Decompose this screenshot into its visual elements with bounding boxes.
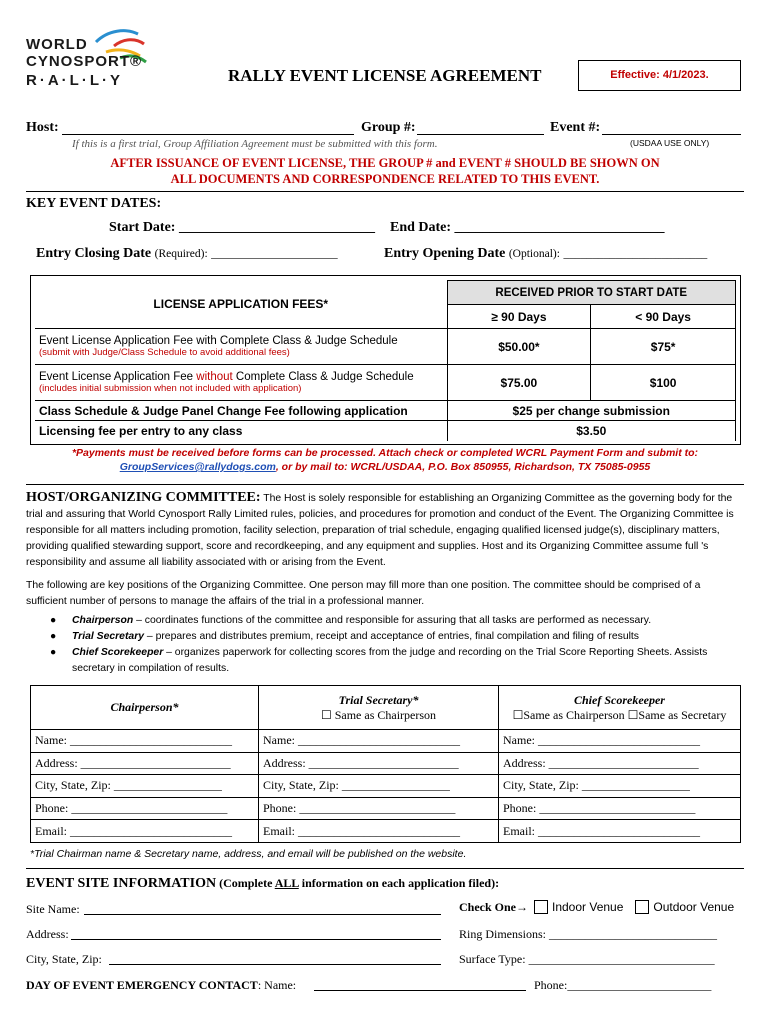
entry-opening-date[interactable]	[384, 246, 707, 262]
role-description: – organizes paperwork for collecting scores from the judge and recording on the Trial Score Reporting Sheets. Assists secretary in compilation of results.	[72, 647, 708, 674]
indoor-venue-checkbox[interactable]	[534, 900, 548, 914]
role-description: – coordinates functions of the committee and responsible for assuring that all tasks are performed as necessary.	[133, 615, 652, 626]
site-address-field[interactable]	[71, 939, 441, 940]
entry-closing-label: Entry Closing Date	[36, 246, 152, 261]
site-city-field[interactable]	[109, 964, 441, 965]
chair-name-field[interactable]: Name: ___________________________	[31, 730, 259, 753]
check-one-label: Check One	[459, 900, 516, 914]
fee-sublabel: (includes initial submission when not included with application)	[39, 383, 302, 394]
start-date-field[interactable]: Start Date: ____________________________	[109, 220, 375, 235]
scorekeeper-email-field[interactable]: Email: ___________________________	[499, 820, 741, 843]
secretary-header	[259, 686, 499, 730]
fees-header-left: LICENSE APPLICATION FEES*	[153, 297, 329, 312]
fees-col-90plus: ≥ 90 Days	[447, 305, 591, 329]
scorekeeper-city-field[interactable]: City, State, Zip: __________________	[499, 775, 741, 798]
table-row	[31, 797, 741, 820]
venue-choice	[459, 900, 734, 915]
entry-closing-blank: ______________________	[211, 248, 338, 260]
usdaa-use-only-note: (USDAA USE ONLY)	[630, 138, 710, 148]
fee-label-b: Complete Class & Judge Schedule	[232, 371, 414, 383]
fee-row-label	[35, 365, 447, 401]
surface-type-field[interactable]: Surface Type: _______________________________	[459, 952, 715, 966]
chair-email-field[interactable]: Email: ___________________________	[31, 820, 259, 843]
secretary-address-field[interactable]: Address: _________________________	[259, 752, 499, 775]
list-item	[50, 645, 744, 677]
secretary-city-field[interactable]: City, State, Zip: __________________	[259, 775, 499, 798]
table-row	[31, 775, 741, 798]
fees-col-under90: < 90 Days	[591, 305, 736, 329]
emergency-phone-field[interactable]: Phone:________________________	[534, 978, 712, 992]
bullet-icon: ●	[50, 631, 57, 642]
chair-address-field[interactable]: Address: _________________________	[31, 752, 259, 775]
notice-line-2: ALL DOCUMENTS AND CORRESPONDENCE RELATED TO THIS EVENT.	[170, 172, 600, 186]
fee-row-label	[35, 329, 447, 365]
event-site-title: EVENT SITE INFORMATION	[26, 876, 217, 891]
scorekeeper-name-field[interactable]: Name: ___________________________	[499, 730, 741, 753]
site-name-field[interactable]	[84, 914, 441, 915]
role-description: – prepares and distributes premium, receipt and acceptance of entries, final compilation and filing of results	[144, 631, 639, 642]
fees-header-right: RECEIVED PRIOR TO START DATE	[447, 281, 736, 305]
fee-value: $75*	[591, 329, 736, 365]
logo-text-cynosport: CYNOSPORT®	[26, 53, 143, 70]
fee-value: $75.00	[447, 365, 591, 401]
divider	[26, 484, 744, 485]
chair-city-field[interactable]: City, State, Zip: __________________	[31, 775, 259, 798]
divider	[26, 868, 744, 869]
key-dates-heading: KEY EVENT DATES:	[26, 196, 162, 211]
wcrl-logo	[26, 28, 156, 90]
fee-label-a: Event License Application Fee	[39, 371, 197, 383]
organizing-committee-heading: HOST/ORGANIZING COMMITTEE:	[26, 490, 261, 505]
fee-sublabel: (submit with Judge/Class Schedule to avoid additional fees)	[39, 347, 290, 358]
committee-positions-paragraph: The following are key positions of the Organizing Committee. One person may fill more than one position. The committee should be comprised of a sufficient number of persons to manage the affairs of the trial in a professional manner.	[26, 580, 701, 607]
outdoor-venue-checkbox[interactable]	[635, 900, 649, 914]
scorekeeper-same-as-checkboxes[interactable]: ☐Same as Chairperson ☐Same as Secretary	[512, 707, 727, 722]
fee-value: $3.50	[447, 421, 736, 441]
divider	[26, 191, 744, 192]
group-label: Group #:	[361, 120, 416, 135]
entry-opening-blank: _________________________	[563, 248, 708, 260]
event-site-instr-all: ALL	[274, 876, 299, 890]
first-trial-note: If this is a first trial, Group Affiliation Agreement must be submitted with this form.	[72, 138, 438, 150]
logo-text-rally: R·A·L·L·Y	[26, 72, 123, 89]
secretary-name-field[interactable]: Name: ___________________________	[259, 730, 499, 753]
list-item	[50, 613, 744, 629]
table-row	[31, 730, 741, 753]
indoor-venue-label: Indoor Venue	[552, 900, 624, 914]
fee-value: $25 per change submission	[447, 401, 736, 421]
host-field[interactable]	[62, 134, 354, 135]
event-number-field[interactable]	[602, 134, 741, 135]
scorekeeper-title: Chief Scorekeeper	[574, 692, 665, 707]
fees-box	[30, 275, 741, 445]
payment-note	[0, 446, 770, 474]
secretary-email-field[interactable]: Email: ___________________________	[259, 820, 499, 843]
bullet-icon: ●	[50, 647, 57, 658]
scorekeeper-header	[499, 686, 741, 730]
fee-row	[35, 401, 736, 421]
fee-row	[35, 329, 736, 365]
event-site-heading	[26, 876, 499, 892]
scorekeeper-phone-field[interactable]: Phone: __________________________	[499, 797, 741, 820]
event-site-instr-a: (Complete	[216, 876, 275, 890]
fee-value: $50.00*	[447, 329, 591, 365]
fee-label: Licensing fee per entry to any class	[35, 421, 447, 441]
site-name-label: Site Name:	[26, 902, 80, 916]
entry-opening-optional: (Optional):	[508, 248, 560, 260]
role-name: Trial Secretary	[72, 631, 145, 642]
committee-contacts-table	[30, 685, 741, 843]
site-city-label: City, State, Zip:	[26, 952, 102, 966]
payment-mail-address: , or by mail to: WCRL/USDAA, P.O. Box 850955, Richardson, TX 75085-0955	[275, 461, 651, 473]
fee-label	[39, 371, 443, 383]
bullet-icon: ●	[50, 615, 57, 626]
fee-value: $100	[591, 365, 736, 401]
fees-table	[35, 280, 736, 441]
event-site-instr-b: information on each application filed):	[298, 876, 500, 890]
emergency-name-label: : Name:	[257, 978, 297, 992]
end-date-field[interactable]: End Date: ______________________________	[390, 220, 665, 235]
payment-note-line-2	[0, 460, 770, 474]
chairperson-header: Chairperson*	[31, 686, 259, 730]
role-name: Chief Scorekeeper	[72, 647, 164, 658]
organizing-committee-paragraph	[26, 490, 744, 571]
entry-closing-required: (Required):	[154, 248, 208, 260]
table-row	[31, 752, 741, 775]
fee-row	[35, 421, 736, 441]
fee-label-without: without	[196, 371, 233, 383]
scorekeeper-address-field[interactable]: Address: _________________________	[499, 752, 741, 775]
table-row	[31, 820, 741, 843]
group-number-field[interactable]	[417, 134, 544, 135]
host-label: Host:	[26, 120, 59, 135]
effective-date-box: Effective: 4/1/2023.	[578, 60, 741, 91]
event-label: Event #:	[550, 120, 601, 135]
committee-roles-list	[50, 613, 744, 677]
emergency-contact-label: DAY OF EVENT EMERGENCY CONTACT	[26, 978, 258, 992]
entry-opening-label: Entry Opening Date	[384, 246, 506, 261]
fee-row	[35, 365, 736, 401]
emergency-contact	[26, 978, 296, 993]
secretary-phone-field[interactable]: Phone: __________________________	[259, 797, 499, 820]
arrow-right-icon: →	[516, 900, 528, 914]
page-title: RALLY EVENT LICENSE AGREEMENT	[228, 66, 542, 85]
same-as-chair-checkbox[interactable]: ☐ Same as Chairperson	[320, 707, 437, 722]
organizing-committee-intro: The Host is solely responsible for establishing an Organizing Committee as the governing body for the trial and assuring that World Cynosport Rally Limited rules, policies, and procedures for promotion and conduct of the Event. The Organizing Committee is responsible for all matters including promotion, facility selection, preparation of trial schedule, engaging qualified licensed judge(s), disciplinary matters, providing qualified stewarding support, score and recordkeeping, and any equipment and supplies. Host and its Organizing Committee assume full 's responsibility and assume all liability associated with or arising from the Event.	[26, 493, 734, 568]
outdoor-venue-label: Outdoor Venue	[653, 900, 735, 914]
secretary-title: Trial Secretary*	[338, 692, 419, 707]
role-name: Chairperson	[72, 615, 134, 626]
entry-closing-date[interactable]	[36, 246, 338, 262]
payment-note-line-1: *Payments must be received before forms can be processed. Attach check or completed WCRL Payment Form and submit to:	[71, 447, 699, 459]
chair-phone-field[interactable]: Phone: __________________________	[31, 797, 259, 820]
trial-publication-note: *Trial Chairman name & Secretary name, address, and email will be published on the website.	[30, 848, 467, 860]
fee-label: Event License Application Fee with Complete Class & Judge Schedule	[39, 335, 398, 347]
notice-line-1: AFTER ISSUANCE OF EVENT LICENSE, THE GROUP # and EVENT # SHOULD BE SHOWN ON	[110, 156, 660, 170]
site-address-label: Address:	[26, 927, 69, 941]
emergency-name-field[interactable]	[314, 990, 526, 991]
list-item	[50, 629, 744, 645]
group-services-email-link[interactable]: GroupServices@rallydogs.com	[119, 461, 276, 473]
logo-text-world: WORLD	[26, 36, 88, 53]
fee-label: Class Schedule & Judge Panel Change Fee following application	[35, 401, 447, 421]
ring-dimensions-field[interactable]: Ring Dimensions: ____________________________	[459, 927, 718, 941]
